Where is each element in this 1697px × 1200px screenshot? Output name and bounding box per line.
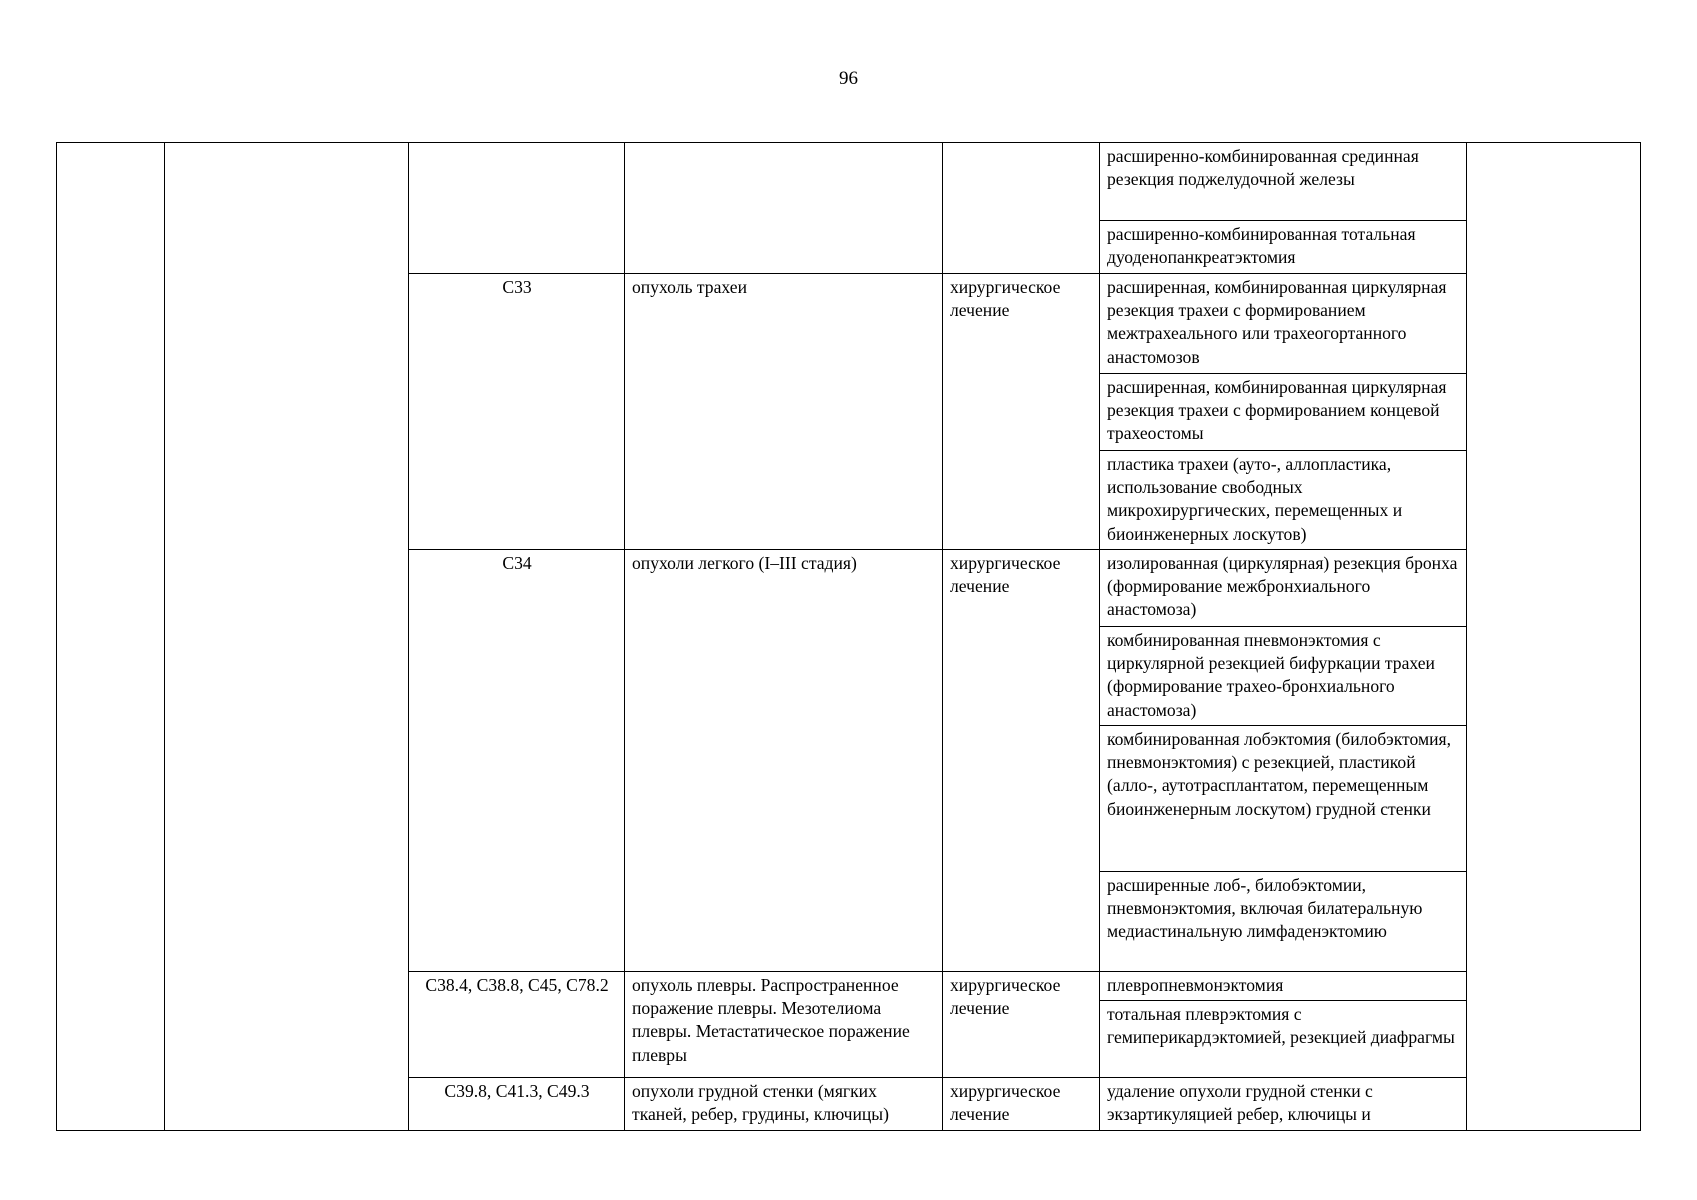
procedures-table [56,142,1641,1131]
diagnosis-cell: опухоли легкого (I–III стадия) [625,550,943,972]
treatment-cell: хирургическое лечение [943,972,1100,1078]
icd-code-cell [409,143,625,274]
method-cell: удаление опухоли грудной стенки с экзартикуляцией ребер, ключицы и [1100,1078,1467,1131]
diagnosis-cell: опухоль плевры. Распространенное поражение плевры. Мезотелиома плевры. Метастатическое поражение плевры [625,972,943,1078]
treatment-cell [943,143,1100,274]
icd-code-cell: C34 [409,550,625,972]
table-cell-col7 [1467,143,1641,1131]
method-cell: расширенные лоб-, билобэктомии, пневмонэктомия, включая билатеральную медиастинальную лимфаденэктомию [1100,872,1467,972]
page-number: 96 [839,68,858,89]
method-cell: пластика трахеи (ауто-, аллопластика, использование свободных микрохирургических, перемещенных и биоинженерных лоскутов) [1100,451,1467,550]
diagnosis-cell: опухоль трахеи [625,274,943,550]
method-cell: комбинированная пневмонэктомия с циркулярной резекцией бифуркации трахеи (формирование трахео-бронхиального анастомоза) [1100,627,1467,726]
method-cell: расширенно-комбинированная тотальная дуоденопанкреатэктомия [1100,221,1467,274]
treatment-cell: хирургическое лечение [943,1078,1100,1131]
method-cell: расширенная, комбинированная циркулярная резекция трахеи с формированием концевой трахеостомы [1100,374,1467,451]
method-cell: изолированная (циркулярная) резекция бронха (формирование межбронхиального анастомоза) [1100,550,1467,627]
icd-code-cell: C39.8, C41.3, C49.3 [409,1078,625,1131]
icd-code-cell: C33 [409,274,625,550]
method-cell: тотальная плеврэктомия с гемиперикардэктомией, резекцией диафрагмы [1100,1001,1467,1078]
treatment-cell: хирургическое лечение [943,550,1100,972]
method-cell: комбинированная лобэктомия (билобэктомия, пневмонэктомия) с резекцией, пластикой (алло-, аутотрасплантатом, перемещенным биоинженерным лоскутом) грудной стенки [1100,726,1467,872]
table-cell-col1 [57,143,165,1131]
icd-code-cell: C38.4, C38.8, C45, C78.2 [409,972,625,1078]
table-row [57,143,1641,221]
diagnosis-cell [625,143,943,274]
diagnosis-cell: опухоли грудной стенки (мягких тканей, ребер, грудины, ключицы) [625,1078,943,1131]
treatment-cell: хирургическое лечение [943,274,1100,550]
method-cell: расширенная, комбинированная циркулярная резекция трахеи с формированием межтрахеального или трахеогортанного анастомозов [1100,274,1467,374]
table-cell-col2 [165,143,409,1131]
method-cell: плевропневмонэктомия [1100,972,1467,1001]
method-cell: расширенно-комбинированная срединная резекция поджелудочной железы [1100,143,1467,221]
